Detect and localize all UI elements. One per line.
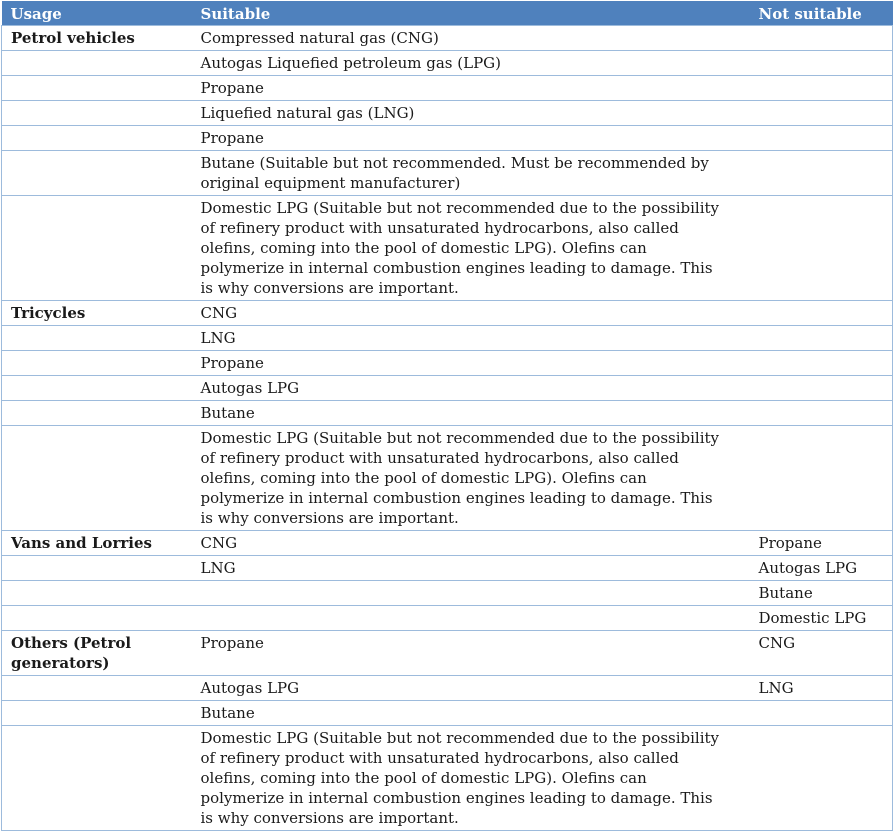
- usage-cell: [2, 196, 192, 301]
- table-row: [2, 631, 893, 676]
- suitable-cell: Liquefied natural gas (LNG): [192, 101, 750, 126]
- suitable-cell: Propane: [192, 126, 750, 151]
- table-row: [2, 101, 893, 126]
- not-suitable-cell: [750, 376, 893, 401]
- not-suitable-cell: [750, 76, 893, 101]
- usage-cell: [2, 326, 192, 351]
- table-row: [2, 376, 893, 401]
- usage-cell: [2, 676, 192, 701]
- suitable-cell: Domestic LPG (Suitable but not recommended due to the possibility of refinery product with unsaturated hydrocarbons, also called olefins, coming into the pool of domestic LPG). Olefins can polymerize in internal combustion engines leading to damage. This is why conversions are important.: [192, 196, 750, 301]
- usage-cell: [2, 401, 192, 426]
- suitable-cell: Butane: [192, 701, 750, 726]
- fuel-suitability-table: [1, 1, 893, 831]
- not-suitable-cell: CNG: [750, 631, 893, 676]
- not-suitable-cell: Domestic LPG: [750, 606, 893, 631]
- suitable-cell: [192, 606, 750, 631]
- table-row: [2, 401, 893, 426]
- usage-cell: Vans and Lorries: [2, 531, 192, 556]
- table-row: [2, 126, 893, 151]
- usage-cell: [2, 51, 192, 76]
- suitable-cell: Domestic LPG (Suitable but not recommended due to the possibility of refinery product with unsaturated hydrocarbons, also called olefins, coming into the pool of domestic LPG). Olefins can polymerize in internal combustion engines leading to damage. This is why conversions are important.: [192, 426, 750, 531]
- suitable-cell: [192, 581, 750, 606]
- not-suitable-cell: LNG: [750, 676, 893, 701]
- table-row: [2, 676, 893, 701]
- usage-cell: Others (Petrol generators): [2, 631, 192, 676]
- suitable-cell: LNG: [192, 556, 750, 581]
- not-suitable-cell: [750, 126, 893, 151]
- usage-cell: [2, 126, 192, 151]
- header-suitable: Suitable: [192, 1, 750, 26]
- not-suitable-cell: [750, 326, 893, 351]
- not-suitable-cell: [750, 426, 893, 531]
- not-suitable-cell: [750, 351, 893, 376]
- not-suitable-cell: [750, 301, 893, 326]
- usage-cell: [2, 581, 192, 606]
- usage-cell: [2, 376, 192, 401]
- table-row: [2, 351, 893, 376]
- suitable-cell: Autogas Liquefied petroleum gas (LPG): [192, 51, 750, 76]
- not-suitable-cell: [750, 196, 893, 301]
- header-usage: Usage: [2, 1, 192, 26]
- suitable-cell: Propane: [192, 631, 750, 676]
- usage-cell: Tricycles: [2, 301, 192, 326]
- not-suitable-cell: [750, 701, 893, 726]
- table-row: [2, 76, 893, 101]
- not-suitable-cell: Autogas LPG: [750, 556, 893, 581]
- table-row: [2, 26, 893, 51]
- not-suitable-cell: Butane: [750, 581, 893, 606]
- not-suitable-cell: [750, 26, 893, 51]
- usage-cell: [2, 151, 192, 196]
- not-suitable-cell: Propane: [750, 531, 893, 556]
- table-row: [2, 51, 893, 76]
- usage-cell: [2, 556, 192, 581]
- header-not-suitable: Not suitable: [750, 1, 893, 26]
- header-row: [2, 1, 893, 26]
- usage-cell: [2, 101, 192, 126]
- table-row: [2, 426, 893, 531]
- table-row: [2, 581, 893, 606]
- table-row: [2, 556, 893, 581]
- table-row: [2, 151, 893, 196]
- suitable-cell: Compressed natural gas (CNG): [192, 26, 750, 51]
- not-suitable-cell: [750, 726, 893, 831]
- suitable-cell: Propane: [192, 76, 750, 101]
- suitable-cell: Domestic LPG (Suitable but not recommended due to the possibility of refinery product with unsaturated hydrocarbons, also called olefins, coming into the pool of domestic LPG). Olefins can polymerize in internal combustion engines leading to damage. This is why conversions are important.: [192, 726, 750, 831]
- suitable-cell: CNG: [192, 531, 750, 556]
- table-row: [2, 301, 893, 326]
- table-row: [2, 531, 893, 556]
- usage-cell: [2, 701, 192, 726]
- suitable-cell: Butane (Suitable but not recommended. Must be recommended by original equipment manufacturer): [192, 151, 750, 196]
- suitable-cell: Autogas LPG: [192, 676, 750, 701]
- table-row: [2, 196, 893, 301]
- not-suitable-cell: [750, 151, 893, 196]
- usage-cell: [2, 351, 192, 376]
- usage-cell: [2, 76, 192, 101]
- usage-cell: [2, 426, 192, 531]
- not-suitable-cell: [750, 51, 893, 76]
- table-row: [2, 606, 893, 631]
- usage-cell: Petrol vehicles: [2, 26, 192, 51]
- usage-cell: [2, 606, 192, 631]
- suitable-cell: Butane: [192, 401, 750, 426]
- suitable-cell: Autogas LPG: [192, 376, 750, 401]
- suitable-cell: LNG: [192, 326, 750, 351]
- not-suitable-cell: [750, 401, 893, 426]
- table-row: [2, 726, 893, 831]
- suitable-cell: Propane: [192, 351, 750, 376]
- usage-cell: [2, 726, 192, 831]
- table-row: [2, 701, 893, 726]
- table-row: [2, 326, 893, 351]
- not-suitable-cell: [750, 101, 893, 126]
- suitable-cell: CNG: [192, 301, 750, 326]
